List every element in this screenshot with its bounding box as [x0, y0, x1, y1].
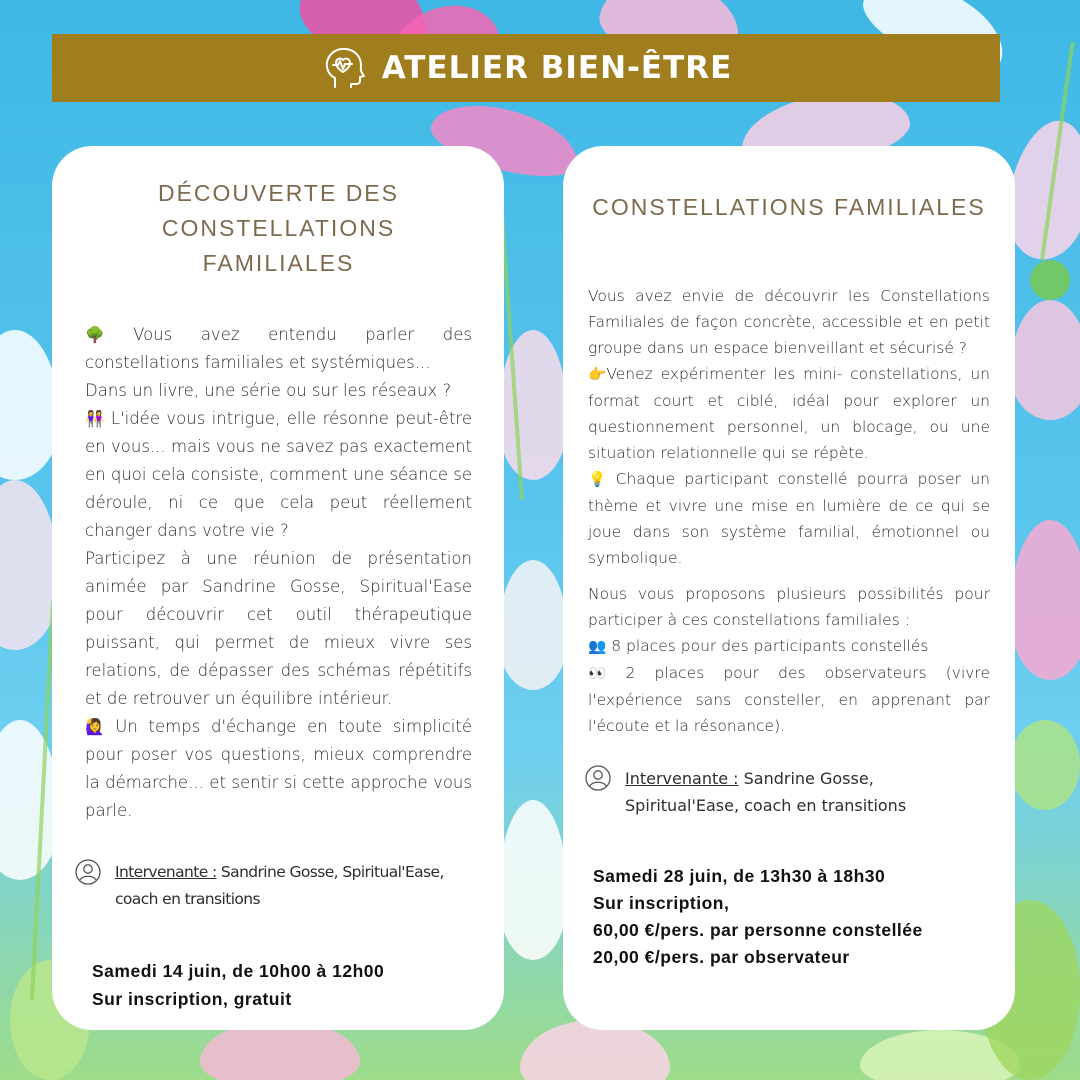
intervenant-value: Sandrine Gosse, Spiritual'Ease, coach en transitions [115, 863, 444, 908]
left-paragraph-3: 👭 L'idée vous intrigue, elle résonne peut-être en vous... mais vous ne savez pas exactement en quoi cela consiste, comment une séance se déroule, ni ce que cela peut réellement changer dans votre vie ? [85, 405, 472, 545]
left-card-title [85, 176, 472, 281]
right-event-date: Samedi 28 juin, de 13h30 à 18h30 [593, 866, 886, 886]
right-paragraph-3: 💡 Chaque participant constellé pourra poser un thème et vivre une mise en lumière de ce qui se joue dans son système familial, émotionnel ou symbolique. [588, 466, 990, 571]
pointing-hand-icon: 👉 [588, 366, 607, 383]
intervenant-label: Intervenante : [625, 769, 739, 788]
page-title: ATELIER BIEN-ÊTRE [381, 50, 733, 86]
right-card [563, 146, 1015, 1030]
right-paragraph-5: 👥 8 places pour des participants constellés [588, 633, 990, 660]
right-paragraph-4: Nous vous proposons plusieurs possibilités pour participer à ces constellations familiales : [588, 585, 990, 629]
right-event-info [593, 863, 990, 971]
intervenant-value: Sandrine Gosse, Spiritual'Ease, coach en transitions [625, 769, 907, 815]
right-intervenant [585, 765, 990, 819]
right-card-body [588, 283, 990, 739]
mind-heart-icon [320, 44, 368, 92]
people-icon: 👥 [588, 638, 607, 655]
left-title-line-2: CONSTELLATIONS FAMILIALES [161, 215, 396, 276]
right-paragraph-6: 👀 2 places pour des observateurs (vivre l'expérience sans consteller, en apprenant par l'écoute et la résonance). [588, 660, 990, 739]
women-holding-hands-icon: 👭 [85, 409, 105, 428]
left-intervenant-text [115, 859, 472, 913]
woman-raising-hand-icon: 🙋‍♀️ [85, 717, 105, 736]
header-banner [52, 34, 1000, 102]
left-paragraph-4: Participez à une réunion de présentation animée par Sandrine Gosse, Spiritual'Ease pour découvrir cet outil thérapeutique puissant, qui permet de mieux vivre ses relations, de dépasser des schémas répétitifs et de retrouver un équilibre intérieur. [85, 549, 472, 708]
right-card-title: CONSTELLATIONS FAMILIALES [592, 194, 986, 220]
right-event-price-observer: 20,00 €/pers. par observateur [593, 947, 850, 967]
light-bulb-icon: 💡 [588, 471, 607, 488]
left-intervenant [75, 859, 472, 913]
right-paragraph-1: Vous avez envie de découvrir les Constellations Familiales de façon concrète, accessible et en petit groupe dans un espace bienveillant et sécurisé ? [588, 287, 990, 357]
left-card [52, 146, 504, 1030]
left-card-body [85, 321, 472, 825]
left-event-info [92, 957, 472, 1013]
right-intervenant-text [625, 765, 990, 819]
left-paragraph-1: 🌳 Vous avez entendu parler des constellations familiales et systémiques... [85, 321, 472, 377]
eyes-icon: 👀 [588, 665, 607, 682]
tree-icon: 🌳 [85, 325, 105, 344]
left-paragraph-2: Dans un livre, une série ou sur les réseaux ? [85, 381, 452, 400]
left-event-registration: Sur inscription, gratuit [92, 989, 292, 1009]
left-event-date: Samedi 14 juin, de 10h00 à 12h00 [92, 961, 385, 981]
person-icon [75, 859, 101, 885]
right-event-registration: Sur inscription, [593, 893, 730, 913]
right-event-price-constelle: 60,00 €/pers. par personne constellée [593, 920, 923, 940]
person-icon [585, 765, 611, 791]
left-paragraph-5: 🙋‍♀️ Un temps d'échange en toute simplicité pour poser vos questions, mieux comprendre la démarche... et sentir si cette approche vous parle. [85, 713, 472, 825]
right-paragraph-2: 👉Venez expérimenter les mini- constellations, un format court et ciblé, idéal pour explorer un questionnement personnel, un blocage, ou une situation relationnelle qui se répète. [588, 361, 990, 466]
intervenant-label: Intervenante : [115, 863, 217, 881]
left-title-line-1: DÉCOUVERTE DES [157, 180, 399, 206]
